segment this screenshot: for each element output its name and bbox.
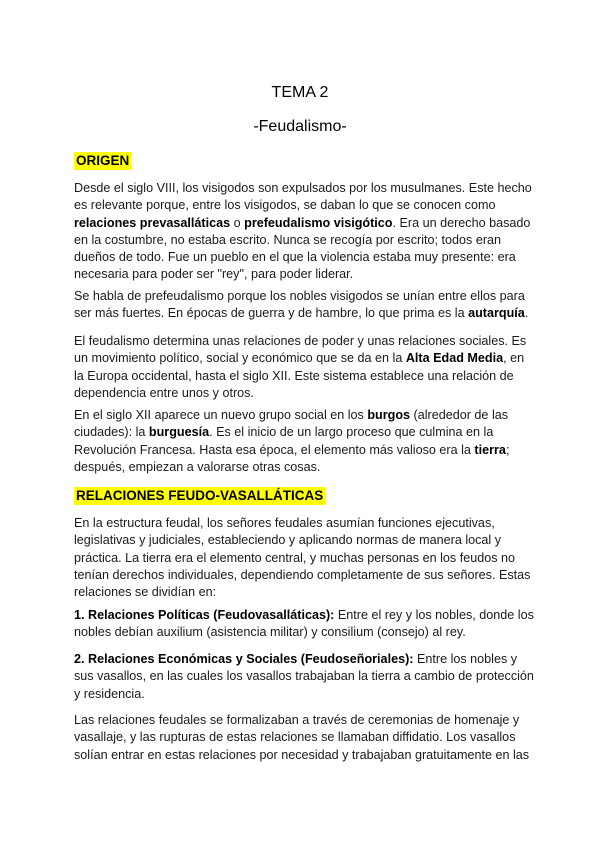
bold-text: Alta Edad Media [405,351,504,366]
text-run: Se habla de prefeudalismo porque los nobles visigodos se unían entre ellos para ser más fuertes. En épocas de guerra y de hambre, lo que prima es la [74,289,525,321]
bold-text: relaciones prevasalláticas [74,215,231,230]
paragraph [74,288,534,323]
document-title: TEMA 2 [271,84,329,101]
bold-text: prefeudalismo visigótico [244,215,393,230]
paragraph [74,607,534,642]
paragraph [74,651,534,703]
bold-text: burgos [367,408,411,422]
document-subtitle: -Feudalismo- [253,118,347,135]
section-heading-relaciones: RELACIONES FEUDO-VASALLÁTICAS [76,488,324,503]
text-run: Entre los nobles y sus vasallos, en las cuales los vasallos trabajaban la tierra a cambio de protección y residencia. [74,652,534,701]
text-run: Las relaciones feudales se formalizaban a través de ceremonias de homenaje y vasallaje, y las rupturas de estas relaciones se llamaban diffidatio. Los vasallos solían entrar en estas relaciones por necesidad y trabajaban gratuitamente en las [74,713,530,762]
text-run: Desde el siglo VIII, los visigodos son expulsados por los musulmanes. Este hecho es relevante porque, entre los visigodos, se daban lo que se conocen como [74,181,532,213]
text-run: . Era un derecho basado en la costumbre, no estaba escrito. Nunca se recogía por escrito; todos eran dueños de todo. Fue un pueblo en el que la violencia estaba muy presente: era necesaria para poder ser "rey", para poder liderar. [74,215,531,282]
bold-text: tierra [474,442,506,457]
paragraph [74,515,534,601]
paragraph [74,333,534,402]
text-run: , en la Europa occidental, hasta el siglo XII. Este sistema establece una relación de dependencia entre unos y otros. [74,351,525,400]
text-run: o [230,215,245,230]
text-run: (alrededor de las ciudades): la [74,408,509,440]
text-run: El feudalismo determina unas relaciones de poder y unas relaciones sociales. Es un movimiento político, social y económico que se da en la [74,334,527,366]
text-run: . Es el inicio de un largo proceso que culmina en la Revolución Francesa. Hasta esa época, el elemento más valioso era la [74,425,494,457]
paragraph [74,180,534,284]
bold-text: 1. Relaciones Políticas (Feudovasalláticas): [74,608,335,622]
paragraph [74,407,534,476]
bold-text: 2. Relaciones Económicas y Sociales (Feudoseñoriales): [74,652,414,666]
text-run: Entre el rey y los nobles, donde los nobles debían auxilium (asistencia militar) y consilium (consejo) al rey. [74,608,534,640]
text-run: . [524,306,529,321]
paragraph [74,712,534,764]
bold-text: burguesía [148,425,210,440]
section-heading-origen: ORIGEN [76,153,130,168]
text-run: En la estructura feudal, los señores feudales asumían funciones ejecutivas, legislativas y judiciales, estableciendo y aplicando normas de manera local y práctica. La tierra era el elemento central, y muchas personas en los feudos no tenían derechos individuales, dependiendo completamente de sus señores. Estas relaciones se dividían en: [74,516,531,600]
text-run: ; después, empiezan a valorarse otras cosas. [74,442,510,474]
text-run: En el siglo XII aparece un nuevo grupo social en los [74,408,368,422]
bold-text: autarquía [468,306,525,321]
